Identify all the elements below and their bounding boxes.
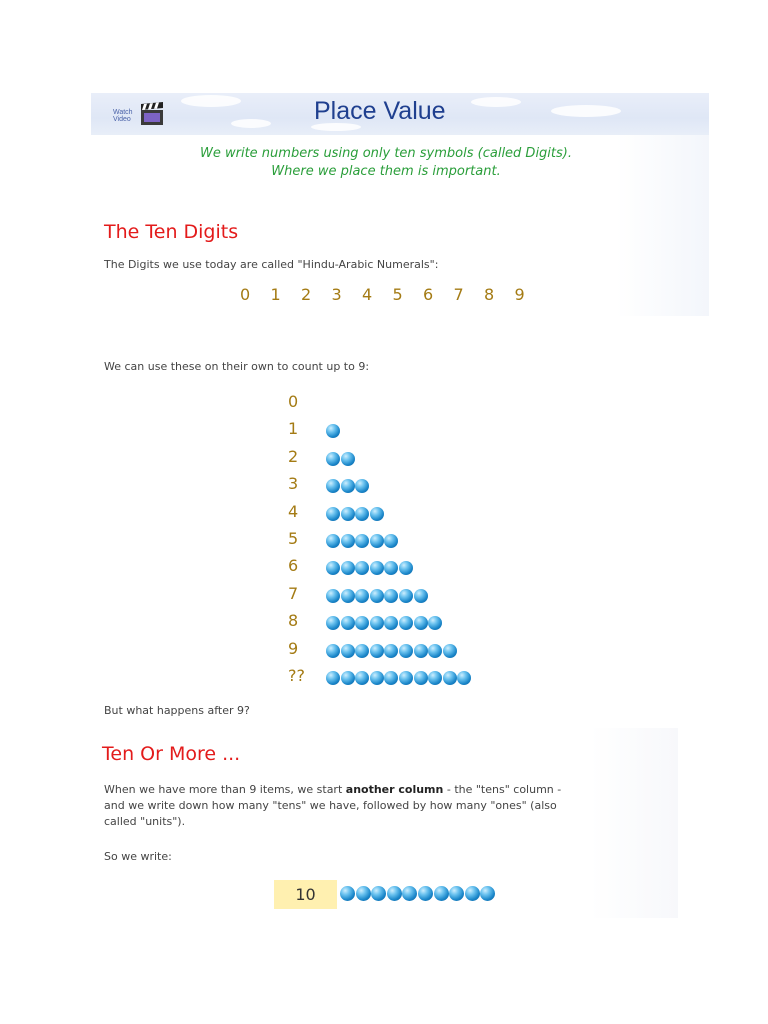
ball-icon <box>341 644 355 658</box>
ball-icon <box>384 534 398 548</box>
ball-icon <box>384 561 398 575</box>
ball-icon <box>341 479 355 493</box>
digit-1: 1 <box>270 285 281 304</box>
watch-video-button[interactable] <box>101 95 161 131</box>
ball-icon <box>326 671 340 685</box>
ball-icon <box>355 479 369 493</box>
clapperboard-icon <box>139 101 165 127</box>
ball-icon <box>326 644 340 658</box>
ball-icon <box>414 644 428 658</box>
ball-icon <box>326 534 340 548</box>
ball-icon <box>399 561 413 575</box>
ball-icon <box>414 589 428 603</box>
count-label: 6 <box>288 556 299 576</box>
ball-icon <box>355 507 369 521</box>
ball-icon <box>399 616 413 630</box>
question-text: But what happens after 9? <box>104 704 250 717</box>
ball-icon <box>428 671 442 685</box>
ball-icon <box>399 589 413 603</box>
cloud-decoration <box>471 97 521 107</box>
ball-icon <box>370 589 384 603</box>
ball-icon <box>341 671 355 685</box>
digit-3: 3 <box>331 285 342 304</box>
ball-icon <box>370 671 384 685</box>
count-label: 3 <box>288 474 299 494</box>
ball-icon <box>384 644 398 658</box>
count-label: 7 <box>288 583 299 603</box>
digit-5: 5 <box>392 285 403 304</box>
cloud-decoration <box>551 105 621 117</box>
digit-4: 4 <box>362 285 373 304</box>
ball-icon <box>370 616 384 630</box>
ball-icon <box>370 534 384 548</box>
ball-icon <box>355 671 369 685</box>
ball-icon <box>326 589 340 603</box>
so-we-write-text: So we write: <box>104 850 172 863</box>
section-heading: Ten Or More ... <box>102 743 241 765</box>
ball-icon <box>418 886 433 901</box>
ball-icon <box>341 616 355 630</box>
digit-7: 7 <box>453 285 464 304</box>
cloud-decoration <box>231 119 271 128</box>
counting-intro-text: We can use these on their own to count up to 9: <box>104 360 370 373</box>
count-label: 5 <box>288 529 299 548</box>
ball-icon <box>414 671 428 685</box>
ball-icon <box>326 507 340 521</box>
ball-icon <box>355 534 369 548</box>
ball-icon <box>457 671 471 685</box>
ball-icon <box>443 644 457 658</box>
banner <box>91 93 709 135</box>
ball-icon <box>340 886 355 901</box>
ball-icon <box>414 616 428 630</box>
digit-8: 8 <box>484 285 495 304</box>
ball-icon <box>384 589 398 603</box>
ball-icon <box>355 561 369 575</box>
ball-icon <box>428 644 442 658</box>
count-label: 2 <box>288 446 299 466</box>
ball-icon <box>356 886 371 901</box>
count-label: 8 <box>288 611 299 631</box>
cloud-decoration <box>181 95 241 107</box>
count-label: 4 <box>288 501 299 521</box>
ball-icon <box>341 507 355 521</box>
ball-icon <box>370 644 384 658</box>
ball-icon <box>326 561 340 575</box>
section-paragraph: When we have more than 9 items, we start another column - the "tens" column - and we write down how many "tens" we have, followed by how many "ones" (also called "units"). <box>104 783 562 828</box>
ball-icon <box>399 644 413 658</box>
ball-icon <box>465 886 480 901</box>
ball-icon <box>355 616 369 630</box>
ball-icon <box>434 886 449 901</box>
ball-icon <box>399 671 413 685</box>
ball-icon <box>326 479 340 493</box>
ball-icon <box>326 452 340 466</box>
digit-6: 6 <box>423 285 434 304</box>
digit-2: 2 <box>301 285 312 304</box>
ball-icon <box>370 507 384 521</box>
ball-icon <box>326 616 340 630</box>
count-label: ?? <box>288 666 305 685</box>
ball-icon <box>355 589 369 603</box>
ball-icon <box>341 589 355 603</box>
ball-icon <box>384 671 398 685</box>
watch-video-label: Watch Video <box>113 109 133 123</box>
ball-icon <box>341 561 355 575</box>
section-text: The Digits we use today are called "Hindu-Arabic Numerals": <box>104 258 439 271</box>
ball-icon <box>384 616 398 630</box>
count-label: 9 <box>288 638 299 658</box>
ball-icon <box>326 424 340 438</box>
example-number: 10 <box>274 880 337 909</box>
ball-icon <box>428 616 442 630</box>
ball-icon <box>355 644 369 658</box>
ball-icon <box>387 886 402 901</box>
count-label: 1 <box>288 419 299 439</box>
digit-0: 0 <box>240 285 251 304</box>
ball-icon <box>341 534 355 548</box>
page-title: Place Value <box>314 97 446 125</box>
count-label: 0 <box>288 392 299 411</box>
ball-icon <box>341 452 355 466</box>
intro-text: We write numbers using only ten symbols (called Digits). Where we place them is important. <box>200 146 572 179</box>
section-heading: The Ten Digits <box>104 221 239 243</box>
digit-9: 9 <box>514 285 525 304</box>
ball-icon <box>370 561 384 575</box>
ball-icon <box>443 671 457 685</box>
